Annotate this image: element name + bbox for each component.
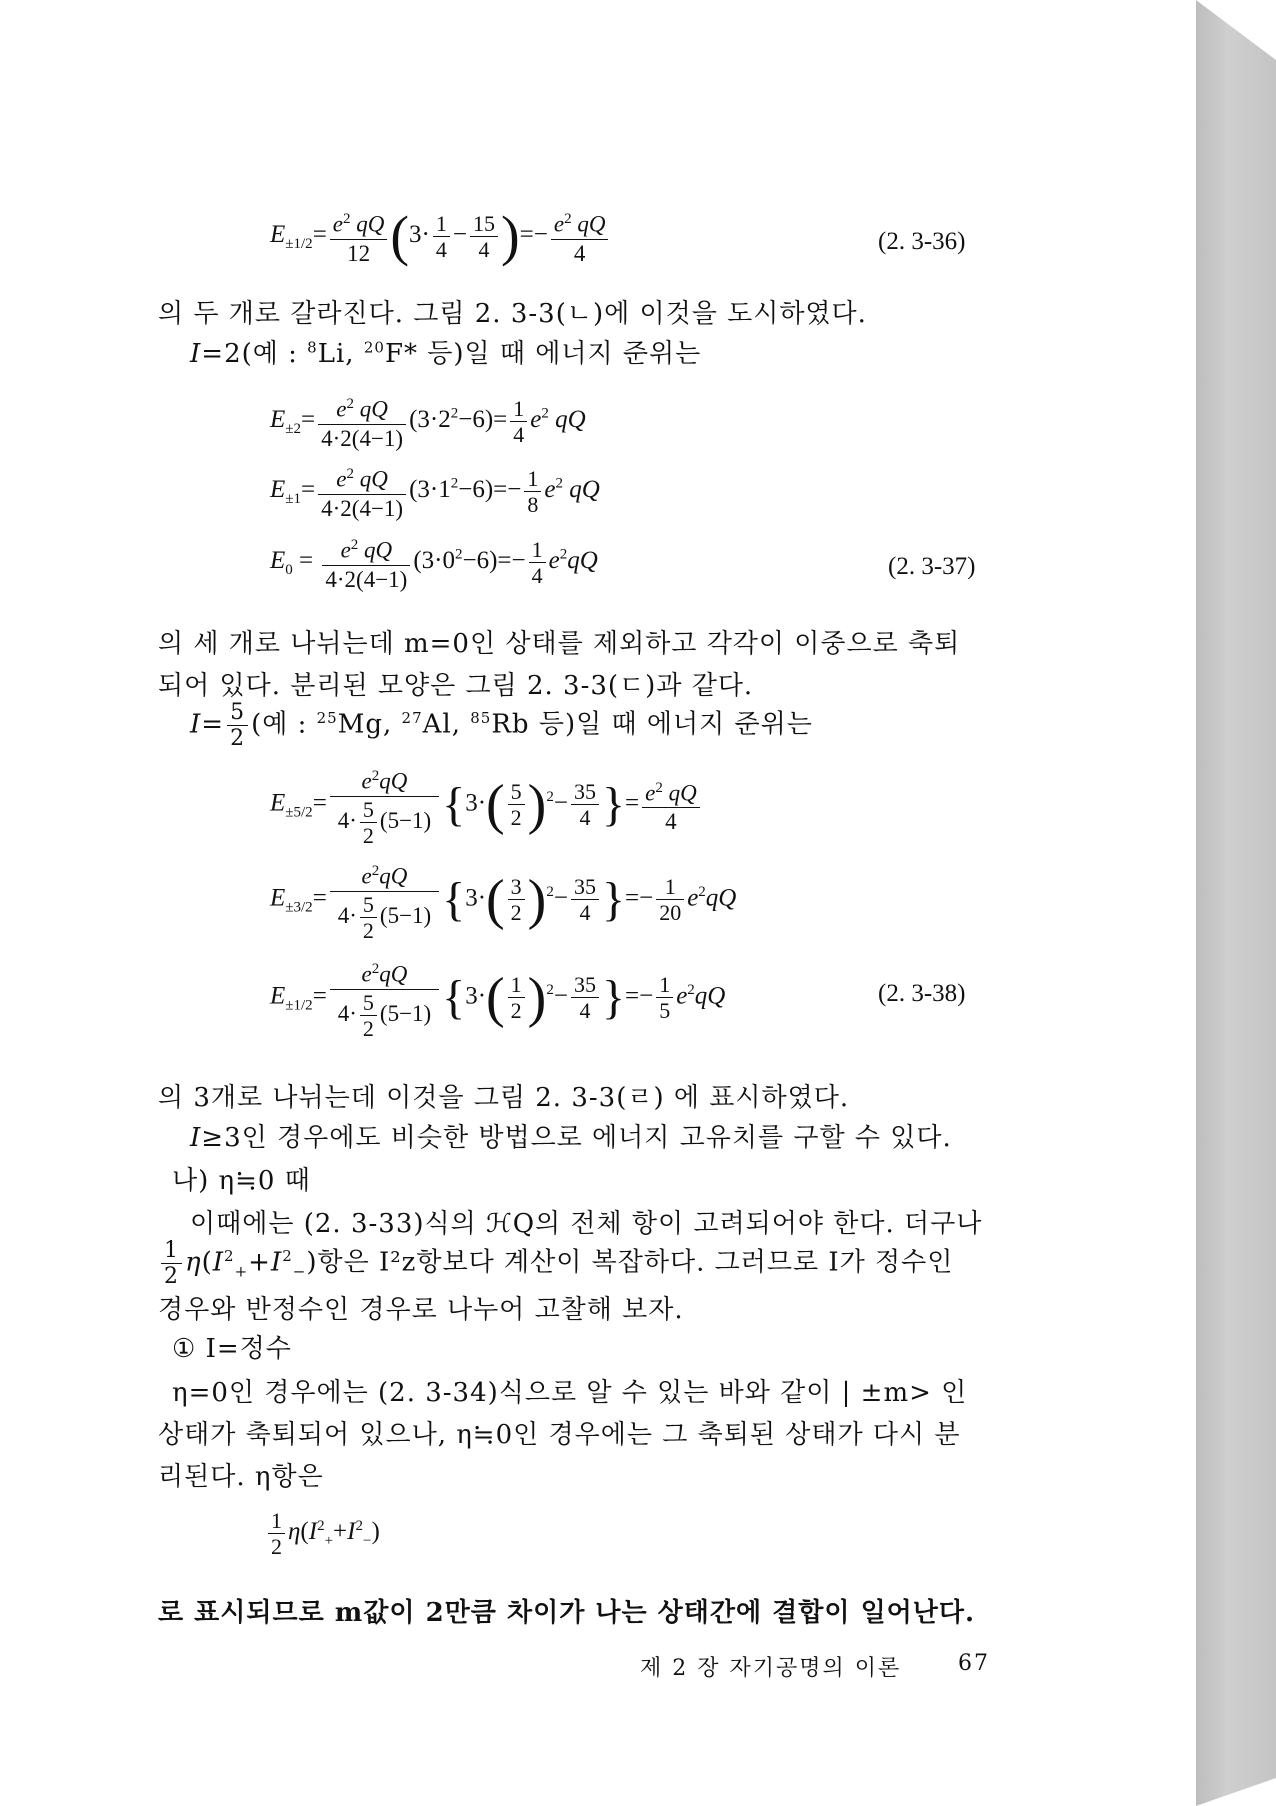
running-footer: 제 2 장 자기공명의 이론 — [640, 1656, 902, 1681]
paragraph-text: )항은 I²z항보다 계산이 복잡하다. 그러므로 I가 정수인 — [306, 1247, 954, 1278]
paragraph-line: 로 표시되므로 m값이 2만큼 차이가 나는 상태간에 결합이 일어난다. — [158, 1598, 976, 1628]
equation-E-plusminus-3-2: $E_{\pm 3/2}=$ $e^2qQ$ 4· $\frac{5}{2}$ (5−1) {3·( $\frac{3}{2}$ )$^2$− $\frac{35}{4}$ }=− $\frac{1}{20}$ $e^2qQ$ — [270, 857, 736, 943]
section-heading: 나) η≒0 때 — [172, 1166, 311, 1196]
equation-E-plusminus-1-2: $E_{\pm 1/2}=$ $e^2qQ$ 4· $\frac{5}{2}$ (5−1) {3·( $\frac{1}{2}$ )$^2$− $\frac{35}{4}$ }=− $\frac{1}{5}$ $e^2qQ$ — [270, 955, 725, 1041]
paragraph-line: η=0인 경우에는 (2. 3-34)식으로 알 수 있는 바와 같이 | ±m> 인 — [172, 1378, 968, 1408]
paragraph-line: I= $\frac{5}{2}$ (예 : $^{25}$Mg, $^{27}$Al, $^{85}$Rb 등)일 때 에너지 준위는 — [190, 700, 813, 751]
paragraph-line: 리된다. η항은 — [158, 1462, 324, 1492]
subsection-heading: ① I=정수 — [172, 1334, 292, 1364]
paragraph-line: 되어 있다. 분리된 모양은 그림 2. 3-3(ㄷ)과 같다. — [158, 671, 754, 701]
book-spine — [1196, 0, 1276, 1806]
paragraph-line: 의 두 개로 갈라진다. 그림 2. 3-3(ㄴ)에 이것을 도시하였다. — [158, 299, 867, 329]
equation-E-plusminus-1: $E_{\pm 1}=$ $\frac{e^2 qQ}{4\cdot 2(4-1)}$ $(3\cdot 1^2-6)=-$ $\frac{1}{8}$ $e^2$ qQ — [270, 460, 600, 523]
spine-top-edge — [1196, 0, 1276, 60]
equation-E-plusminus-5-2: $E_{\pm 5/2}=$ $e^2qQ$ 4· $\frac{5}{2}$ (5−1) {3·( $\frac{5}{2}$ )$^2$− $\frac{35}{4}$ }= $\frac{e^2 qQ}{4}$ — [270, 762, 703, 848]
paragraph-suffix: 등)일 때 에너지 준위는 — [417, 339, 702, 369]
paragraph-line: I=2(예 : $^8$Li, $^{20}$F* 등)일 때 에너지 준위는 — [190, 338, 702, 369]
paragraph-line: 이때에는 (2. 3-33)식의 ℋQ의 전체 항이 고려되어야 한다. 더구나 — [190, 1209, 983, 1239]
equation-number: (2. 3-36) — [878, 228, 966, 255]
spine-bottom-edge — [1196, 1778, 1276, 1806]
paragraph-line: 의 세 개로 나뉘는데 m=0인 상태를 제외하고 각각이 이중으로 축퇴 — [158, 629, 961, 659]
paragraph-line: $\frac{1}{2}$ $\eta(I^2_++I^2_-)$항은 I²z항보다 계산이 복잡하다. 그러므로 I가 정수인 — [158, 1238, 953, 1289]
paragraph-line: I≥3인 경우에도 비슷한 방법으로 에너지 고유치를 구할 수 있다. — [190, 1123, 952, 1153]
paragraph-text: ≥3인 경우에도 비슷한 방법으로 에너지 고유치를 구할 수 있다. — [201, 1123, 952, 1153]
paragraph-suffix: 등)일 때 에너지 준위는 — [529, 709, 813, 740]
equation-number: (2. 3-37) — [888, 553, 976, 580]
equation-number: (2. 3-38) — [878, 980, 966, 1007]
paragraph-line: 의 3개로 나뉘는데 이것을 그림 2. 3-3(ㄹ) 에 표시하였다. — [158, 1083, 850, 1113]
equation-E-0: $E_0$ = $\frac{e^2 qQ}{4\cdot 2(4-1)}$ $(3\cdot 0^2-6)=-$ $\frac{1}{4}$ $e^2qQ$ — [270, 531, 598, 594]
equation-2-3-36: $E_{\pm 1/2}=$ $\frac{e^2 qQ}{12}$ (3· $\frac{1}{4}$ − $\frac{15}{4}$ )=− $\frac{e^2 qQ}{4}$ — [270, 205, 611, 268]
paragraph-line: 상태가 축퇴되어 있으나, η≒0인 경우에는 그 축퇴된 상태가 다시 분 — [158, 1420, 961, 1450]
equation-eta-term: $\frac{1}{2}$ $\eta(I^2_++I^2_-)$ — [265, 1508, 380, 1559]
equation-E-plusminus-2: $E_{\pm 2}=$ $\frac{e^2 qQ}{4\cdot 2(4-1)}$ $(3\cdot 2^2-6)=$ $\frac{1}{4}$ $e^2$ qQ — [270, 390, 586, 453]
page-number: 67 — [958, 1651, 990, 1676]
paragraph-line: 경우와 반정수인 경우로 나누어 고찰해 보자. — [158, 1295, 684, 1325]
